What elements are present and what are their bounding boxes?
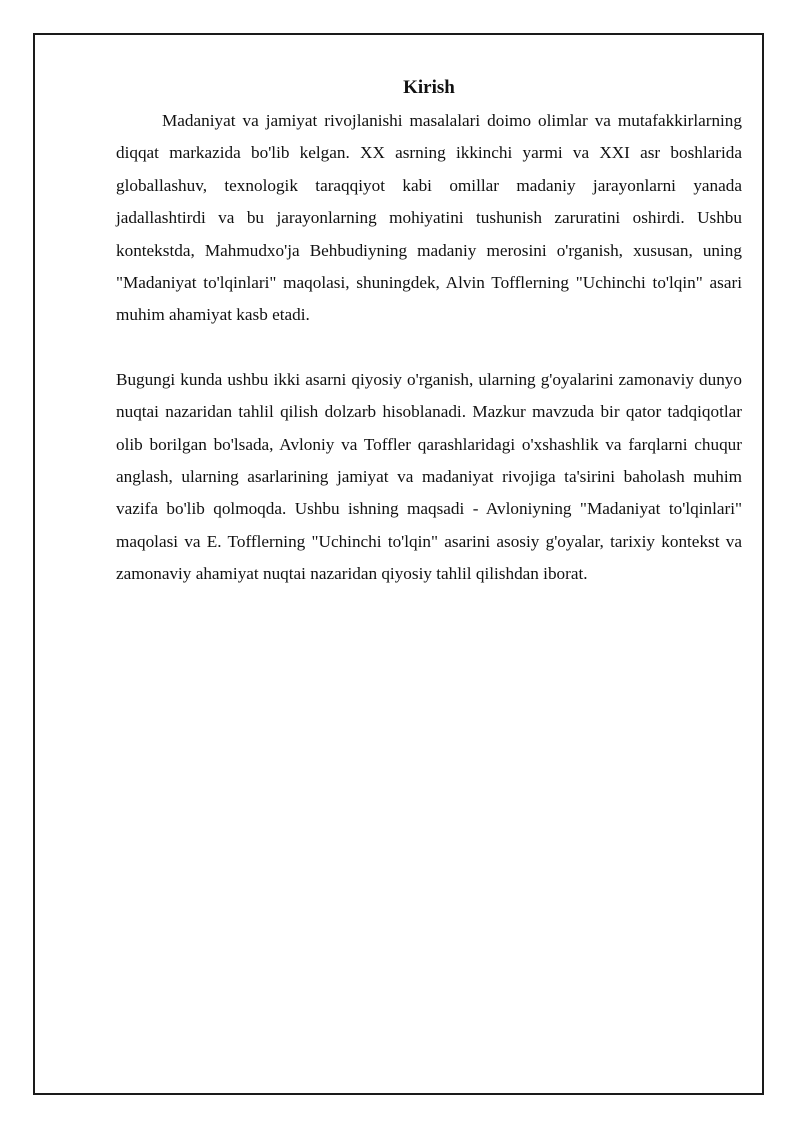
paragraph-spacer [116,332,742,364]
page-title: Kirish [403,77,455,98]
document-body [116,75,742,591]
paragraph-intro: Madaniyat va jamiyat rivojlanishi masalalari doimo olimlar va mutafakkirlarning diqqat markazida bo'lib kelgan. XX asrning ikkinchi yarmi va XXI asr boshlarida globallashuv, texnologik taraqqiyot kabi omillar madaniy jarayonlarni yanada jadallashtirdi va bu jarayonlarning mohiyatini tushunish zaruratini oshirdi. Ushbu kontekstda, Mahmudxo'ja Behbudiyning madaniy merosini o'rganish, xususan, uning "Madaniyat to'lqinlari" maqolasi, shuningdek, Alvin Tofflerning "Uchinchi to'lqin" asari muhim ahamiyat kasb etadi. [116,111,742,325]
paragraph-purpose: Bugungi kunda ushbu ikki asarni qiyosiy o'rganish, ularning g'oyalarini zamonaviy dunyo nuqtai nazaridan tahlil qilish dolzarb hisoblanadi. Mazkur mavzuda bir qator tadqiqotlar olib borilgan bo'lsada, Avloniy va Toffler qarashlaridagi o'xshashlik va farqlarni chuqur anglash, ularning asarlarining jamiyat va madaniyat rivojiga ta'sirini baholash muhim vazifa bo'lib qolmoqda. Ushbu ishning maqsadi - Avloniyning "Madaniyat to'lqinlari" maqolasi va E. Tofflerning "Uchinchi to'lqin" asarini asosiy g'oyalar, tarixiy kontekst va zamonaviy ahamiyat nuqtai nazaridan qiyosiy tahlil qilishdan iborat. [116,369,742,584]
